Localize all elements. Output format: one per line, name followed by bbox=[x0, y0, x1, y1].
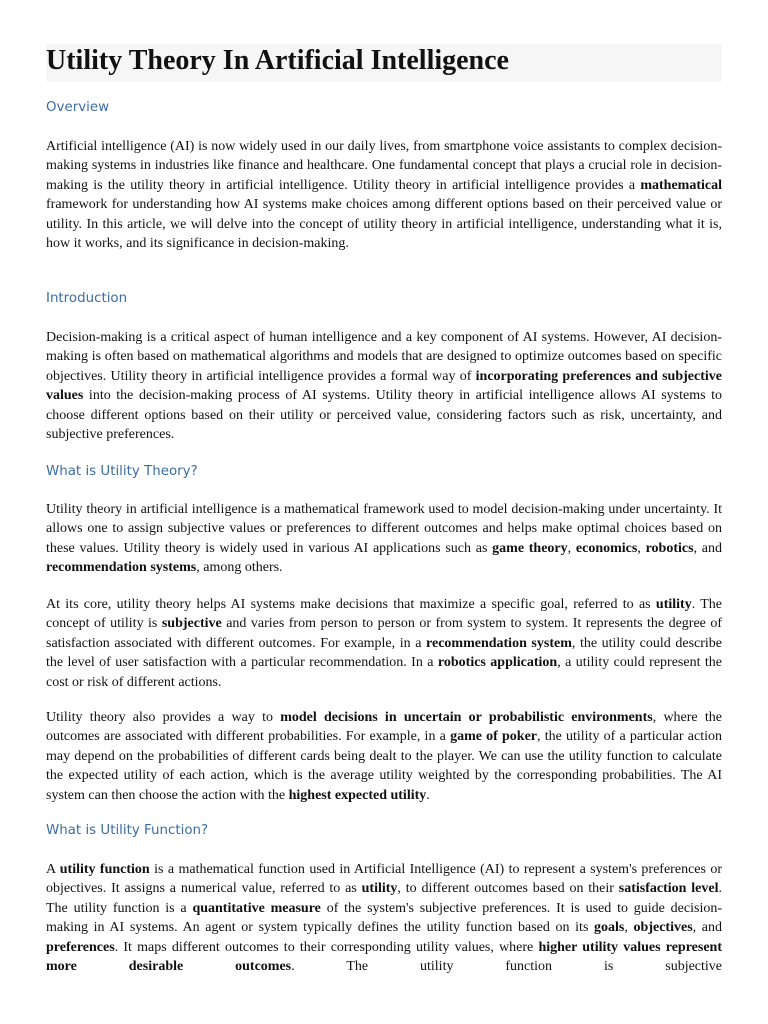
heading-what-is-utility-function: What is Utility Function? bbox=[46, 823, 209, 838]
page-title: Utility Theory In Artificial Intelligence bbox=[46, 45, 509, 76]
heading-what-is-utility-theory: What is Utility Theory? bbox=[46, 464, 198, 479]
paragraph-utility-function-1: A utility function is a mathematical function used in Artificial Intelligence (AI) to represent a system's preferences or objectives. It assigns a numerical value, referred to as utility, to different outcomes based on their satisfaction level. The utility function is a quantitative measure of the system's subjective preferences. It is used to guide decision-making in AI systems. An agent or system typically defines the utility function based on its goals, objectives, and preferences. It maps different outcomes to their corresponding utility values, where higher utility values represent more desirable outcomes. The utility function is subjective bbox=[46, 862, 723, 975]
paragraph-introduction-1: Decision-making is a critical aspect of human intelligence and a key component of AI systems. However, AI decision-making is often based on mathematical algorithms and models that are designed to optimize outcomes based on specific objectives. Utility theory in artificial intelligence provides a formal way of incorporating preferences and subjective values into the decision-making process of AI systems. Utility theory in artificial intelligence allows AI systems to choose different options based on their utility or perceived value, considering factors such as risk, uncertainty, and subjective preferences. bbox=[46, 330, 722, 443]
paragraph-overview-1: Artificial intelligence (AI) is now widely used in our daily lives, from smartphone voice assistants to complex decision-making systems in industries like finance and healthcare. One fundamental concept that plays a crucial role in decision-making is the utility theory in artificial intelligence. Utility theory in artificial intelligence provides a mathematical framework for understanding how AI systems make choices among different options based on their perceived value or utility. In this article, we will delve into the concept of utility theory in artificial intelligence, understanding what it is, how it works, and its significance in decision-making. bbox=[46, 139, 722, 252]
heading-introduction: Introduction bbox=[46, 291, 128, 306]
paragraph-utility-theory-2: At its core, utility theory helps AI systems make decisions that maximize a specific goal, referred to as utility. The concept of utility is subjective and varies from person to person or from system to system. It represents the degree of satisfaction associated with different outcomes. For example, in a recommendation system, the utility could describe the level of user satisfaction with a particular recommendation. In a robotics application, a utility could represent the cost or risk of different actions. bbox=[46, 597, 723, 690]
paragraph-utility-theory-1: Utility theory in artificial intelligence is a mathematical framework used to model decision-making under uncertainty. It allows one to assign subjective values or preferences to different outcomes and helps make optimal choices based on these values. Utility theory is widely used in various AI applications such as game theory, economics, robotics, and recommendation systems, among others. bbox=[46, 502, 723, 576]
paragraph-utility-theory-3: Utility theory also provides a way to model decisions in uncertain or probabilistic environments, where the outcomes are associated with different probabilities. For example, in a game of poker, the utility of a particular action may depend on the probabilities of different cards being dealt to the player. We can use the utility function to calculate the expected utility of each action, which is the average utility weighted by the corresponding probabilities. The AI system can then choose the action with the highest expected utility. bbox=[46, 710, 722, 803]
heading-overview: Overview bbox=[46, 100, 110, 115]
